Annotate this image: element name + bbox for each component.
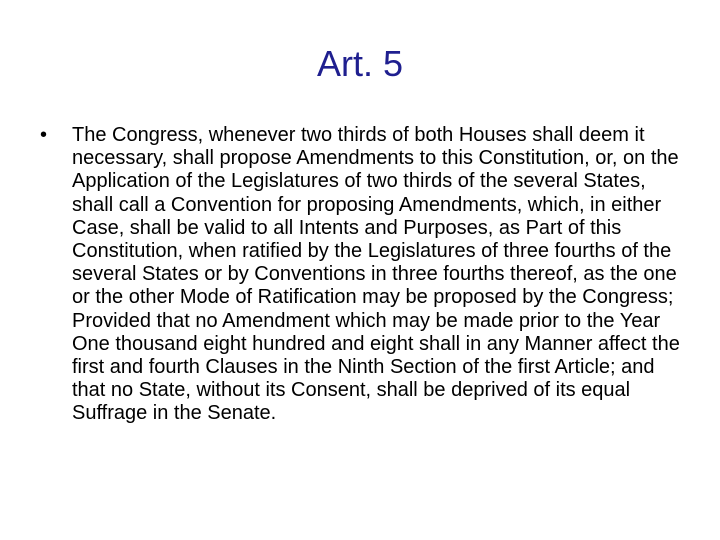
- bullet-icon: •: [40, 124, 48, 146]
- bullet-item: [40, 124, 690, 426]
- bullet-list: [40, 124, 690, 426]
- slide-title: Art. 5: [316, 43, 404, 84]
- bullet-text: The Congress, whenever two thirds of both Houses shall deem it necessary, shall propose Amendments to this Constitution, or, on the Application of the Legislatures of two thirds of the several States, shall call a Convention for proposing Amendments, which, in either Case, shall be valid to all Intents and Purposes, as Part of this Constitution, when ratified by the Legislatures of three fourths of the several States or by Conventions in three fourths thereof, as the one or the other Mode of Ratification may be proposed by the Congress; Provided that no Amendment which may be made prior to the Year One thousand eight hundred and eight shall in any Manner affect the first and fourth Clauses in the Ninth Section of the first Article; and that no State, without its Consent, shall be deprived of its equal Suffrage in the Senate.: [72, 124, 680, 425]
